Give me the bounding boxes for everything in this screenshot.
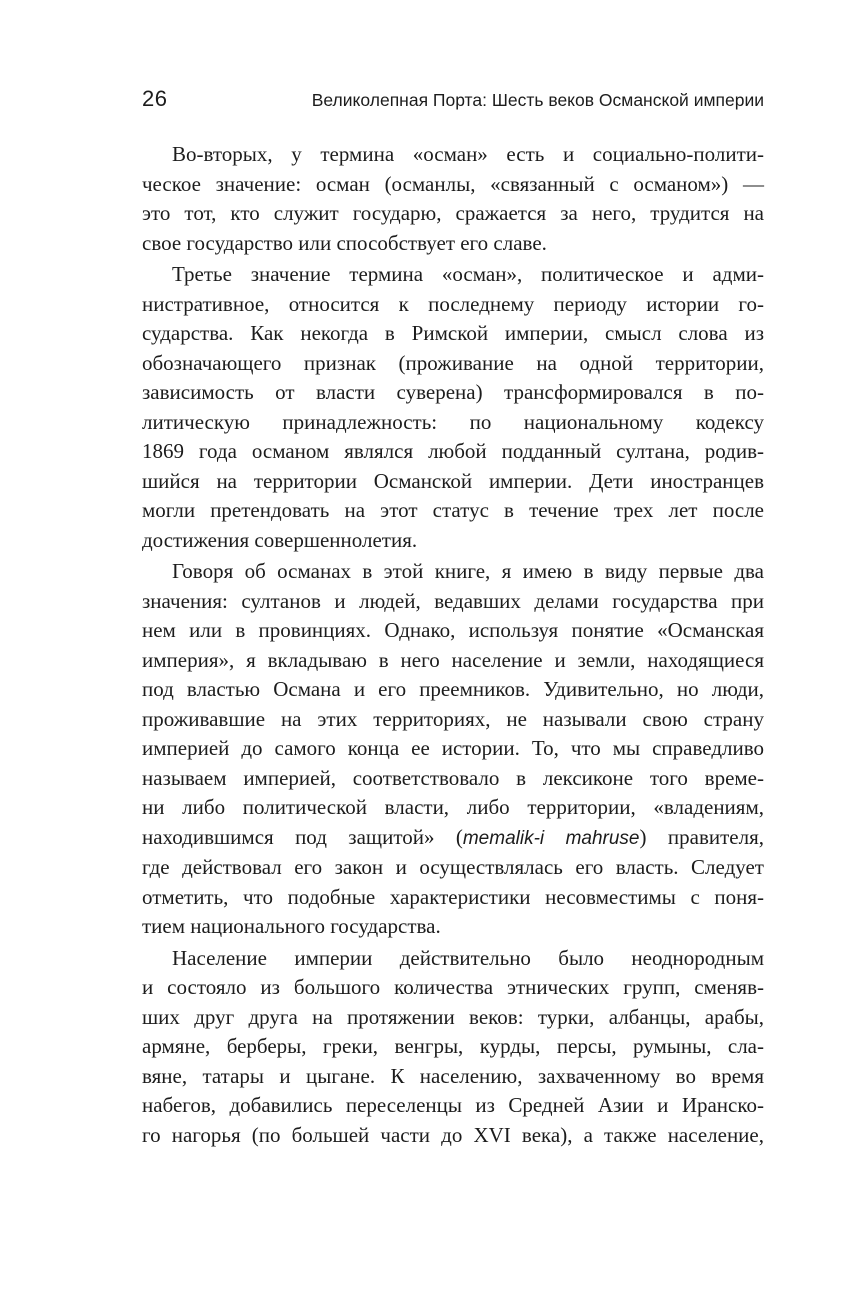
page-number: 26 bbox=[142, 86, 168, 111]
text-line: го нагорья (по большей части до XVI века), а также население, bbox=[142, 1122, 764, 1147]
paragraph-3 bbox=[142, 557, 764, 942]
running-title: Великолепная Порта: Шесть веков Османской империи bbox=[311, 90, 764, 110]
text-line: нем или в провинциях. Однако, используя понятие «Османская bbox=[142, 618, 764, 642]
text-line: отметить, что подобные характеристики несовместимы с поня- bbox=[142, 884, 764, 909]
text-line: Во-вторых, у термина «осман» есть и социально-полити- bbox=[172, 142, 764, 166]
text-line: армяне, берберы, греки, венгры, курды, персы, румыны, сла- bbox=[142, 1034, 764, 1058]
text-line: называем империей, соответствовало в лексиконе того време- bbox=[142, 765, 764, 790]
text-fragment: правителя, bbox=[667, 824, 765, 849]
text-line: сударства. Как некогда в Римской империи, смысл слова из bbox=[142, 321, 764, 345]
text-fragment: находившимся под защитой» bbox=[142, 824, 435, 849]
text-line: набегов, добавились переселенцы из Средней Азии и Иранско- bbox=[142, 1093, 764, 1117]
text-line: могли претендовать на этот статус в течение трех лет после bbox=[142, 498, 764, 522]
text-line: империей до самого конца ее истории. То, что мы справедливо bbox=[142, 736, 764, 760]
text-line: литическую принадлежность: по национальному кодексу bbox=[142, 409, 764, 434]
text-line: зависимость от власти суверена) трансформировался в по- bbox=[142, 380, 764, 404]
text-line: где действовал его закон и осуществлялась его власть. Следует bbox=[142, 855, 764, 879]
text-line: ших друг друга на протяжении веков: турки, албанцы, арабы, bbox=[142, 1004, 764, 1029]
text-line: Говоря об османах в этой книге, я имею в виду первые два bbox=[172, 559, 764, 583]
text-line: империя», я вкладываю в него население и земли, находящиеся bbox=[142, 647, 764, 672]
paragraph-1 bbox=[142, 140, 764, 258]
text-line-with-italic: находившимся под защитой» (memalik-i mahruse) правителя, bbox=[142, 824, 765, 849]
text-line: вяне, татары и цыгане. К населению, захваченному во время bbox=[142, 1063, 764, 1088]
body-text bbox=[142, 140, 764, 1152]
text-line: проживавшие на этих территориях, не называли свою страну bbox=[142, 706, 764, 731]
text-line: нистративное, относится к последнему периоду истории го- bbox=[142, 291, 764, 316]
text-line: это тот, кто служит государю, сражается за него, трудится на bbox=[142, 201, 764, 225]
text-line: и состояло из большого количества этнических групп, сменяв- bbox=[142, 975, 764, 999]
page-header bbox=[142, 84, 764, 118]
text-line: 1869 года османом являлся любой подданный султана, родив- bbox=[142, 439, 764, 463]
text-line: Население империи действительно было неоднородным bbox=[172, 945, 764, 970]
text-line: шийся на территории Османской империи. Дети иностранцев bbox=[142, 468, 764, 493]
text-line: свое государство или способствует его славе. bbox=[142, 230, 547, 255]
text-line: ни либо политической власти, либо территории, «владениям, bbox=[142, 795, 764, 819]
paragraph-4 bbox=[142, 944, 764, 1151]
text-line: тием национального государства. bbox=[142, 914, 441, 938]
text-line: обозначающего признак (проживание на одной территории, bbox=[142, 350, 764, 375]
text-line: достижения совершеннолетия. bbox=[142, 527, 418, 552]
text-line: Третье значение термина «осман», политическое и адми- bbox=[172, 262, 764, 286]
text-line: под властью Османа и его преемников. Удивительно, но люди, bbox=[142, 677, 764, 701]
paragraph-2 bbox=[142, 260, 764, 555]
text-line: ческое значение: осман (османлы, «связанный с османом») — bbox=[142, 171, 764, 196]
italic-term: memalik-i mahruse bbox=[462, 827, 640, 849]
text-line: значения: султанов и людей, ведавших делами государства при bbox=[142, 588, 764, 613]
